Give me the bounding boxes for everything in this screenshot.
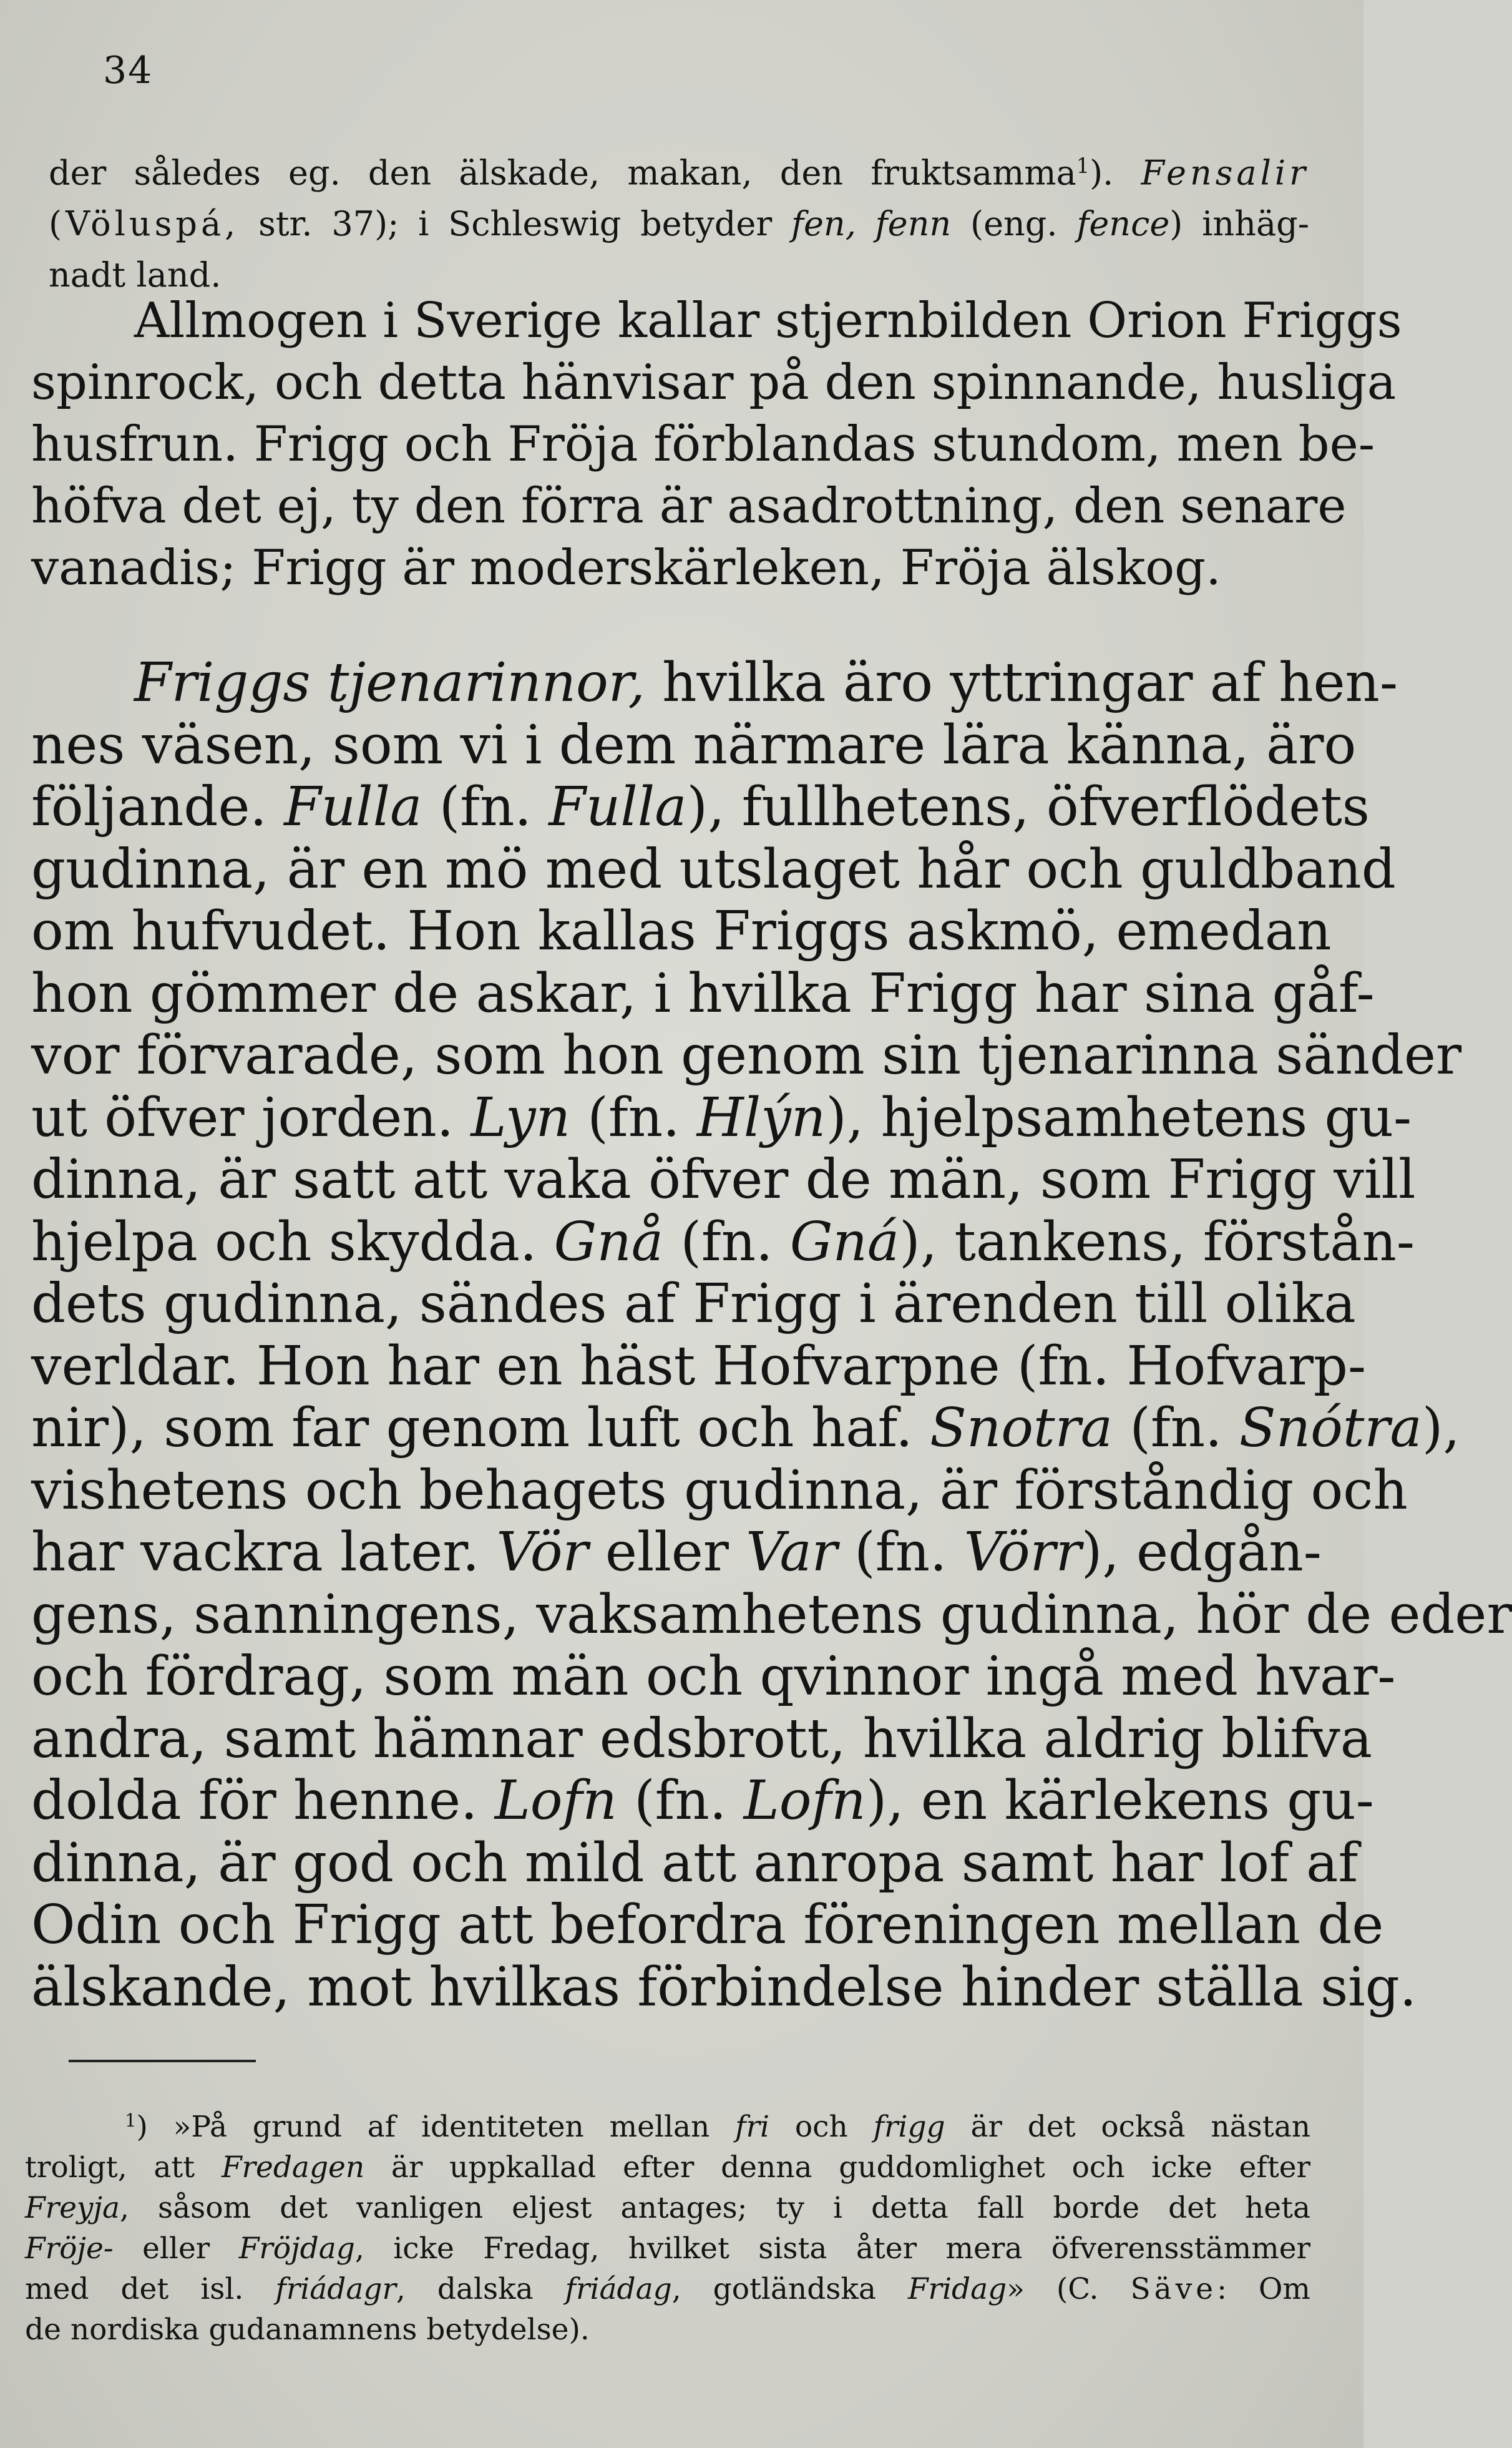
text-line: vor förvarade, som hon genom sin tjenarinna sänder bbox=[31, 1024, 1462, 1087]
text-run: str. 37); i Schleswig betyder bbox=[239, 204, 791, 244]
spaced-author: Säve bbox=[1130, 2272, 1217, 2307]
italic-term: fri bbox=[735, 2110, 770, 2145]
text-run: hvilka äro yttringar af hen- bbox=[645, 652, 1398, 714]
text-line bbox=[31, 1086, 1412, 1150]
text-run: (fn. bbox=[1113, 1397, 1239, 1459]
page-number: 34 bbox=[103, 49, 154, 92]
text-run: , såsom det vanligen eljest antages; ty i detta fall borde det heta bbox=[120, 2191, 1310, 2226]
italic-term: Var bbox=[746, 1521, 837, 1584]
text-line bbox=[25, 2188, 1310, 2228]
text-run: är det också nästan bbox=[945, 2110, 1310, 2145]
italic-term: Gnå bbox=[554, 1210, 664, 1273]
text-run: , icke Fredag, hvilket sista åter mera öfverensstämmer bbox=[354, 2231, 1310, 2266]
text-line bbox=[25, 2100, 1310, 2147]
italic-term: Fredagen bbox=[221, 2150, 365, 2185]
text-run: ), en kärlekens gu- bbox=[866, 1770, 1374, 1832]
italic-term: Freyja bbox=[25, 2191, 120, 2226]
text-run: med det isl. bbox=[25, 2272, 276, 2307]
text-line bbox=[25, 2269, 1310, 2309]
text-line: verldar. Hon har en häst Hofvarpne (fn. Hofvarp- bbox=[31, 1334, 1367, 1398]
text-line bbox=[31, 1210, 1415, 1274]
text-run: har vackra later. bbox=[31, 1521, 497, 1584]
text-run: nir), som far genom luft och haf. bbox=[31, 1397, 930, 1459]
spaced-source: (Völuspá, bbox=[49, 204, 240, 244]
text-run: » (C. bbox=[1007, 2272, 1131, 2307]
italic-term: Lofn bbox=[743, 1770, 866, 1832]
text-line: gudinna, är en mö med utslaget hår och guldband bbox=[31, 838, 1396, 901]
text-line: andra, samt hämnar edsbrott, hvilka aldrig blifva bbox=[31, 1707, 1373, 1770]
text-line: höfva det ej, ty den förra är asadrottning, den senare bbox=[31, 478, 1347, 534]
italic-term: Gná bbox=[789, 1210, 900, 1273]
text-run: (fn. bbox=[663, 1210, 790, 1273]
text-run: eller bbox=[113, 2231, 239, 2266]
text-run: dolda för henne. bbox=[31, 1770, 495, 1832]
italic-term: Lyn bbox=[471, 1086, 570, 1149]
text-line: och fördrag, som män och qvinnor ingå med hvar- bbox=[31, 1645, 1396, 1708]
text-line: dets gudinna, sändes af Frigg i ärenden till olika bbox=[31, 1273, 1356, 1335]
italic-term: Snótra bbox=[1239, 1397, 1422, 1459]
text-run: ) »På grund af identiteten mellan bbox=[136, 2110, 736, 2145]
italic-term: Fulla bbox=[284, 776, 422, 838]
text-line bbox=[49, 198, 1309, 250]
text-line bbox=[25, 2228, 1310, 2269]
text-line bbox=[31, 776, 1370, 839]
text-run: , gotländska bbox=[671, 2272, 908, 2307]
text-line: om hufvudet. Hon kallas Friggs askmö, emedan bbox=[31, 900, 1332, 962]
text-run: ). bbox=[1090, 153, 1141, 193]
main-text bbox=[31, 290, 1512, 2019]
paragraph bbox=[31, 652, 1512, 2019]
text-line: de nordiska gudanamnens betydelse). bbox=[25, 2313, 590, 2348]
text-line: hon gömmer de askar, i hvilka Frigg har sina gåf- bbox=[31, 962, 1375, 1025]
footnote bbox=[25, 2100, 1310, 2350]
text-run: ) inhäg- bbox=[1169, 204, 1309, 244]
text-run: (fn. bbox=[837, 1521, 964, 1584]
footnote-marker: 1 bbox=[125, 2110, 137, 2131]
text-run: (eng. bbox=[951, 204, 1077, 244]
text-run: , dalska bbox=[396, 2272, 565, 2307]
text-run: (fn. bbox=[617, 1770, 744, 1832]
paragraph bbox=[31, 290, 1402, 599]
text-run: ), bbox=[1422, 1397, 1460, 1459]
text-line: vanadis; Frigg är moderskärleken, Fröja älskog. bbox=[31, 540, 1221, 596]
text-line: nes väsen, som vi i dem närmare lära känna, äro bbox=[31, 713, 1357, 776]
text-run: (fn. bbox=[570, 1086, 697, 1149]
text-line: nadt land. bbox=[49, 255, 222, 295]
italic-term: Fridag bbox=[907, 2272, 1007, 2307]
italic-term: fence bbox=[1076, 204, 1170, 244]
text-run: troligt, att bbox=[25, 2150, 222, 2185]
text-run: ), tankens, förstån- bbox=[899, 1210, 1415, 1273]
text-line bbox=[25, 2147, 1310, 2188]
text-line: Odin och Frigg att befordra föreningen mellan de bbox=[31, 1894, 1384, 1956]
text-run: der således eg. den älskade, makan, den fruktsamma bbox=[49, 153, 1076, 193]
italic-term: fen, fenn bbox=[791, 204, 952, 244]
text-run: ), hjelpsamhetens gu- bbox=[826, 1086, 1412, 1149]
italic-term: Fensalir bbox=[1141, 153, 1309, 193]
text-line: husfrun. Frigg och Fröja förblandas stundom, men be- bbox=[31, 416, 1375, 472]
continued-footnote-text bbox=[49, 140, 1309, 301]
italic-term: Fröje- bbox=[25, 2231, 114, 2266]
text-run: (fn. bbox=[422, 776, 549, 838]
text-line bbox=[49, 140, 1309, 198]
text-run: : Om bbox=[1217, 2272, 1310, 2307]
text-run: ut öfver jorden. bbox=[31, 1086, 471, 1149]
italic-term: Snotra bbox=[929, 1397, 1113, 1459]
italic-term: Hlýn bbox=[696, 1086, 826, 1149]
text-line bbox=[31, 1521, 1322, 1584]
text-line: dinna, är god och mild att anropa samt har lof af bbox=[31, 1831, 1358, 1894]
text-line: vishetens och behagets gudinna, är förståndig och bbox=[31, 1459, 1408, 1522]
italic-term: Lofn bbox=[494, 1770, 617, 1832]
italic-term: Vör bbox=[496, 1521, 588, 1584]
italic-term: Vörr bbox=[963, 1521, 1081, 1584]
text-run: och bbox=[769, 2110, 874, 2145]
text-line: älskande, mot hvilkas förbindelse hinder ställa sig. bbox=[31, 1956, 1417, 2019]
text-line: gens, sanningens, vaksamhetens gudinna, hör de eder bbox=[31, 1583, 1512, 1646]
footnote-marker: 1 bbox=[1076, 154, 1090, 178]
italic-term: frigg bbox=[873, 2110, 945, 2145]
italic-term: Friggs tjenarinnor, bbox=[134, 652, 645, 714]
text-run: följande. bbox=[31, 776, 285, 838]
text-run: hjelpa och skydda. bbox=[31, 1210, 554, 1273]
italic-term: Fröjdag bbox=[238, 2231, 355, 2266]
text-line bbox=[31, 1770, 1374, 1833]
text-line: dinna, är satt att vaka öfver de män, som Frigg vill bbox=[31, 1148, 1416, 1211]
footnote-divider bbox=[69, 2060, 256, 2062]
italic-term: Fulla bbox=[549, 776, 687, 838]
italic-term: friádag bbox=[565, 2272, 672, 2307]
text-run: eller bbox=[588, 1521, 746, 1584]
text-run: är uppkallad efter denna guddomlighet och icke efter bbox=[364, 2150, 1310, 2185]
text-run: ), edgån- bbox=[1081, 1521, 1322, 1584]
italic-term: friádagr bbox=[275, 2272, 396, 2307]
text-line: Allmogen i Sverige kallar stjernbilden Orion Friggs bbox=[134, 293, 1402, 349]
text-line: spinrock, och detta hänvisar på den spinnande, husliga bbox=[31, 355, 1397, 411]
text-line bbox=[31, 652, 1398, 715]
text-run: ), fullhetens, öfverflödets bbox=[686, 776, 1370, 838]
text-line bbox=[31, 1397, 1460, 1460]
